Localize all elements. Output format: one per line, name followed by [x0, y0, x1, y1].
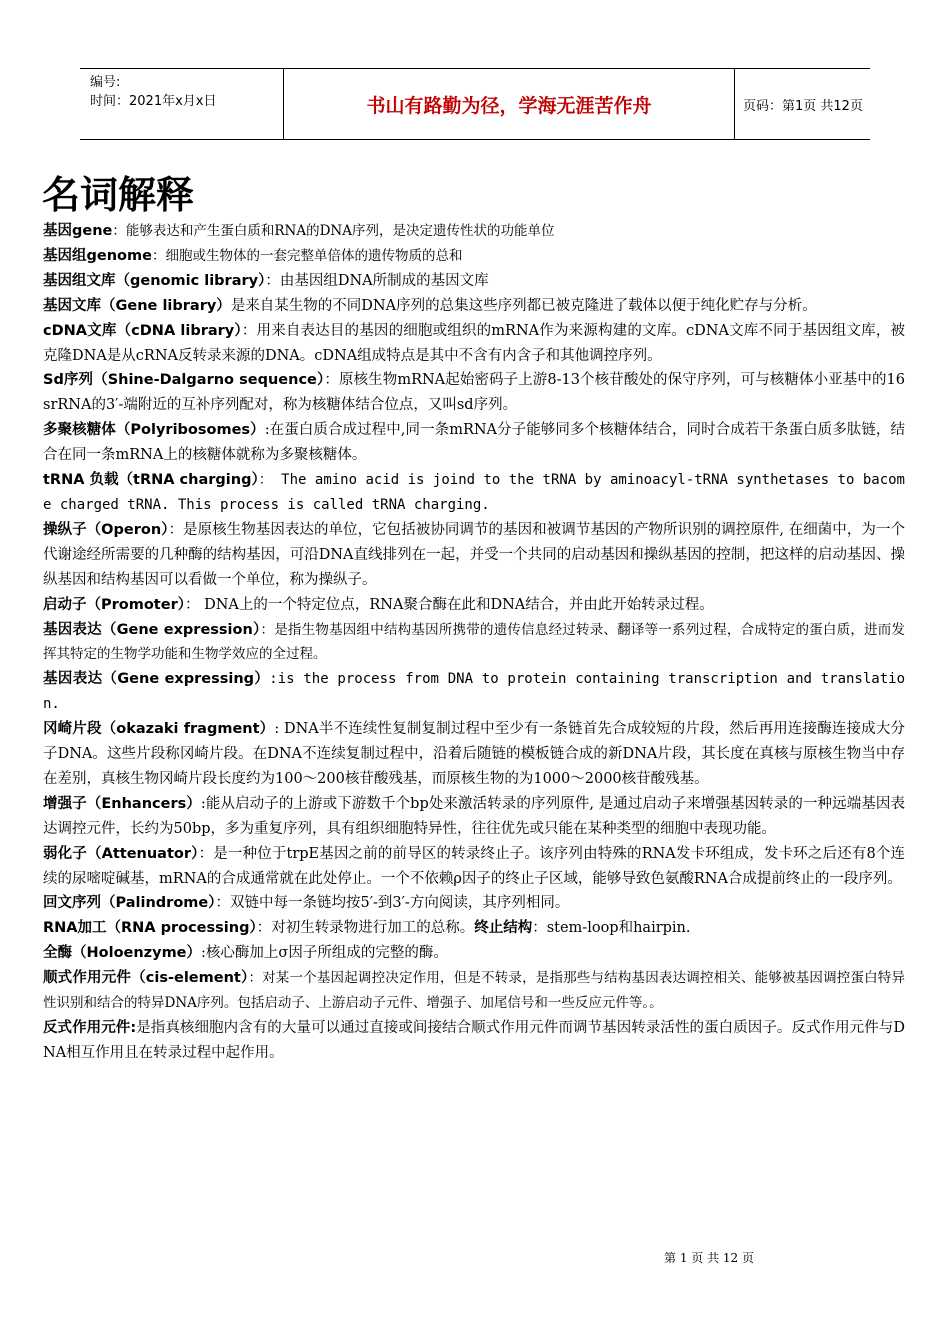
entry-definition: ：对初生转录物进行加工的总称。: [256, 920, 475, 937]
entry-term: 增强子（Enhancers）: [43, 795, 201, 812]
entry-term: cDNA文库（cDNA library）: [43, 322, 242, 339]
header-motto: 书山有路勤为径，学海无涯苦作舟: [366, 94, 652, 117]
entry-definition: ：原核生物mRNA起始密码子上游8-13个核苷酸处的保守序列，可与核糖体小亚基中的16srRNA的3′-端附近的互补序列配对，称为核糖体结合位点，又叫sd序列。: [43, 372, 905, 414]
entry-term: 反式作用元件:: [43, 1020, 137, 1036]
entry-definition: ：由基因组DNA所制成的基因文库: [265, 272, 489, 289]
entry-term: 基因组文库（genomic library）: [43, 272, 266, 289]
entry-term: RNA加工（RNA processing）: [43, 920, 257, 937]
entry-term: 操纵子（Operon）: [43, 521, 169, 538]
page-footer: 第 1 页 共 12 页: [664, 1251, 754, 1265]
entry-term: 启动子（Promoter）: [43, 596, 185, 613]
entry-term: 基因gene: [43, 223, 113, 239]
header-meta: [80, 69, 283, 139]
entry-definition: ：能够表达和产生蛋白质和RNA的DNA序列，是决定遗传性状的功能单位: [112, 223, 555, 239]
glossary-entry: [43, 618, 905, 668]
entry-definition: ： The amino acid is joind to the tRNA by aminoacyl-tRNA synthetases to bacome charged tRNA. This process is called tRNA charging.: [43, 472, 905, 513]
glossary-entry: [43, 941, 905, 966]
entry-definition: : DNA半不连续性复制复制过程中至少有一条链首先合成较短的片段，然后再用连接酶连接成大分子DNA。这些片段称冈崎片段。在DNA不连续复制过程中，沿着后随链的模板链合成的新DNA片段，其长度在真核与原核生物当中存在差别，真核生物冈崎片段长度约为100～200核苷酸残基，而原核生物的为1000～2000核苷酸残基。: [43, 721, 905, 787]
glossary-entry: [43, 1016, 905, 1066]
glossary-entry: [43, 916, 905, 941]
entry-term-secondary: 终止结构: [474, 920, 533, 937]
entry-term: 多聚核糖体（Polyribosomes）: [43, 422, 265, 439]
entry-definition: ：是原核生物基因表达的单位，它包括被协同调节的基因和被调节基因的产物所识别的调控原件, 在细菌中，为一个代谢途经所需要的几种酶的结构基因，可沿DNA直线排列在一起，并受一个共同的启动基因和操纵基因的控制，把这样的启动基因、操纵基因和结构基因可以看做一个单位，称为操纵子。: [43, 521, 905, 588]
entry-definition: ：双链中每一条链均按5′-到3′-方向阅读，其序列相同。: [215, 895, 570, 912]
entry-term: 回文序列（Palindrome）: [43, 895, 216, 912]
entry-definition: 是指真核细胞内含有的大量可以通过直接或间接结合顺式作用元件而调节基因转录活性的蛋白质因子。反式作用元件与DNA相互作用且在转录过程中起作用。: [43, 1020, 905, 1061]
entry-definition-secondary: ：stem-loop和hairpin.: [532, 920, 691, 937]
entry-definition: :核心酶加上σ因子所组成的完整的酶。: [201, 945, 448, 962]
glossary-entry: [43, 319, 905, 369]
header-motto-cell: [283, 69, 735, 139]
glossary-entry: [43, 468, 905, 518]
entry-definition: :能从启动子的上游或下游数千个bp处来激活转录的序列原件, 是通过启动子来增强基因转录的一种远端基因表达调控元件，长约为50bp，多为重复序列，具有组织细胞特异性，往往优先或只能在某种类型的细胞中表现功能。: [43, 795, 905, 837]
entry-definition: ：是指生物基因组中结构基因所携带的遗传信息经过转录、翻译等一系列过程，合成特定的蛋白质，进而发挥其特定的生物学功能和生物学效应的全过程。: [43, 621, 905, 663]
entry-definition: 是来自某生物的不同DNA序列的总集这些序列都已被克隆进了载体以便于纯化贮存与分析。: [230, 297, 817, 314]
glossary-list: [43, 219, 905, 1066]
page-title: 名词解释: [42, 173, 195, 217]
entry-definition: ：是一种位于trpE基因之前的前导区的转录终止子。该序列由特殊的RNA发卡环组成，发卡环之后还有8个连续的尿嘧啶碱基，mRNA的合成通常就在此处停止。一个不依赖ρ因子的终止子区域，能够导致色氨酸RNA合成提前终止的一段序列。: [43, 845, 905, 887]
entry-term: 冈崎片段（okazaki fragment）: [43, 721, 275, 738]
entry-term: 基因表达（Gene expressing）: [43, 671, 270, 688]
entry-definition: :is the process from DNA to protein containing transcription and translation.: [43, 671, 905, 713]
glossary-entry: [43, 842, 905, 892]
entry-term: 弱化子（Attenuator）: [43, 845, 199, 862]
entry-term: 全酶（Holoenzyme）: [43, 945, 202, 962]
glossary-entry: [43, 244, 905, 269]
entry-term: Sd序列（Shine-Dalgarno sequence）: [43, 372, 325, 389]
header-page-number: 页码：第1页 共12页: [743, 98, 863, 114]
glossary-entry: [43, 792, 905, 842]
document-date: 时间：2021年x月x日: [90, 94, 217, 109]
glossary-entry: [43, 593, 905, 618]
glossary-entry: [43, 667, 905, 717]
entry-term: 顺式作用元件（cis-element）: [43, 970, 249, 987]
entry-term: 基因表达（Gene expression）: [43, 621, 261, 638]
glossary-entry: [43, 294, 905, 319]
glossary-entry: [43, 518, 905, 593]
page-header: [80, 68, 870, 140]
glossary-entry: [43, 368, 905, 418]
entry-definition: :在蛋白质合成过程中,同一条mRNA分子能够同多个核糖体结合，同时合成若干条蛋白质多肽链，结合在同一条mRNA上的核糖体就称为多聚核糖体。: [43, 422, 906, 464]
glossary-entry: [43, 717, 905, 792]
document-number: 编号:: [90, 75, 121, 90]
entry-definition: ：用来自表达目的基因的细胞或组织的mRNA作为来源构建的文库。cDNA文库不同于基因组文库，被克隆DNA是从cRNA反转录来源的DNA。cDNA组成特点是其中不含有内含子和其他调控序列。: [43, 322, 905, 364]
entry-definition: ：对某一个基因起调控决定作用，但是不转录，是指那些与结构基因表达调控相关、能够被基因调控蛋白特异性识别和结合的特异DNA序列。包括启动子、上游启动子元件、增强子、加尾信号和一些反应元件等。。: [43, 970, 905, 1012]
entry-term: tRNA 负载（tRNA charging）: [43, 472, 259, 489]
glossary-entry: [43, 269, 905, 294]
glossary-entry: [43, 219, 905, 244]
entry-term: 基因组genome: [43, 247, 152, 264]
glossary-entry: [43, 966, 905, 1016]
entry-definition: ： DNA上的一个特定位点，RNA聚合酶在此和DNA结合，并由此开始转录过程。: [184, 596, 714, 613]
glossary-entry: [43, 418, 905, 468]
entry-term: 基因文库（Gene library）: [43, 297, 231, 314]
entry-definition: ：细胞或生物体的一套完整单倍体的遗传物质的总和: [151, 247, 463, 264]
glossary-entry: [43, 891, 905, 916]
